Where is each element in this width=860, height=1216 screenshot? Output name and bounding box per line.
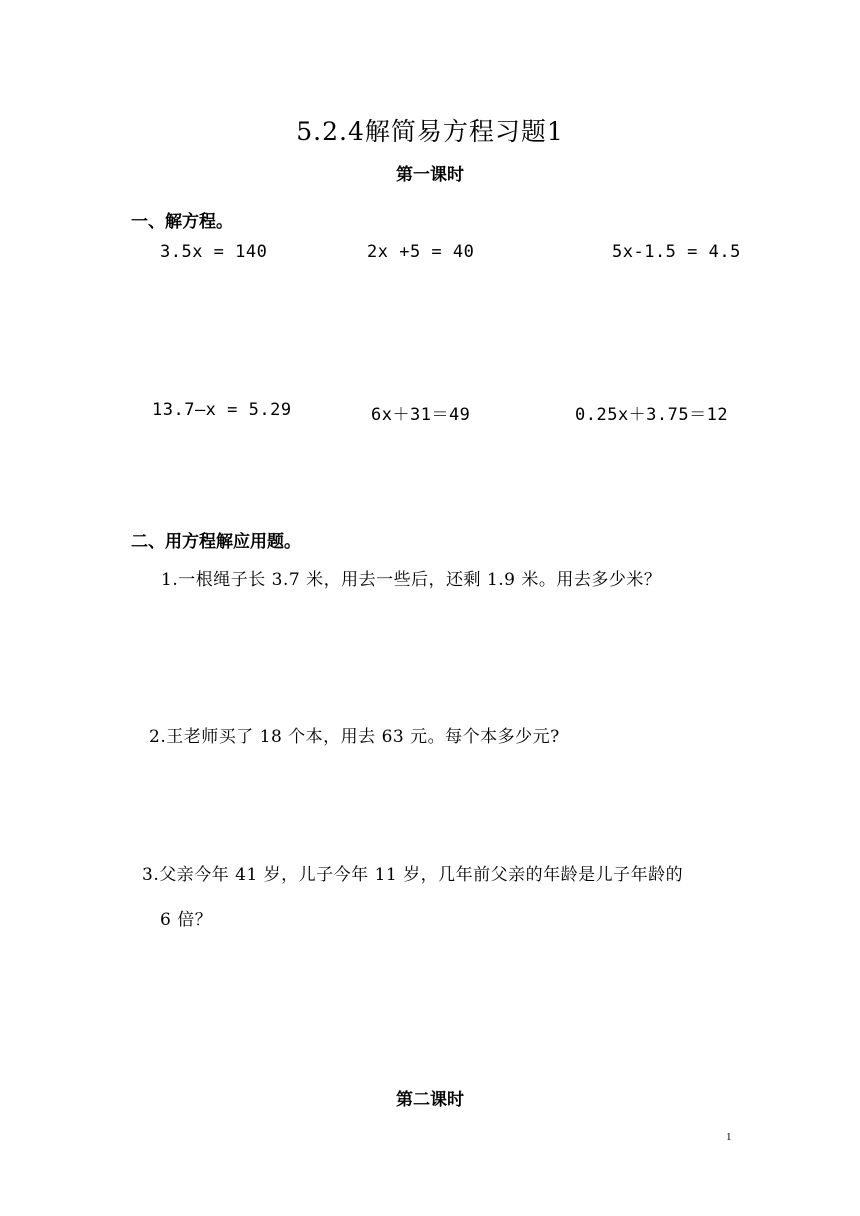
equation-4: 13.7—x = 5.29: [152, 400, 292, 420]
section-two-heading: 二、用方程解应用题。: [131, 532, 301, 552]
word-problem-2: 2.王老师买了 18 个本，用去 63 元。每个本多少元?: [149, 727, 560, 747]
lesson-two-heading: 第二课时: [396, 1090, 464, 1110]
lesson-one-heading: 第一课时: [396, 165, 464, 185]
word-problem-3-continued: 6 倍？: [160, 910, 213, 930]
page-number: 1: [726, 1131, 732, 1143]
word-problem-1: 1.一根绳子长 3.7 米，用去一些后，还剩 1.9 米。用去多少米？: [161, 570, 662, 590]
equation-2: 2x +5 = 40: [367, 242, 475, 262]
equation-6: 0.25x＋3.75＝12: [575, 405, 729, 425]
document-title: 5.2.4解简易方程习题1: [296, 117, 564, 146]
equation-1: 3.5x = 140: [160, 242, 268, 262]
section-one-heading: 一、解方程。: [131, 212, 233, 232]
equation-5: 6x＋31＝49: [371, 405, 471, 425]
equation-3: 5x-1.5 = 4.5: [612, 242, 741, 262]
word-problem-3: 3.父亲今年 41 岁，儿子今年 11 岁，几年前父亲的年龄是儿子年龄的: [142, 865, 684, 885]
